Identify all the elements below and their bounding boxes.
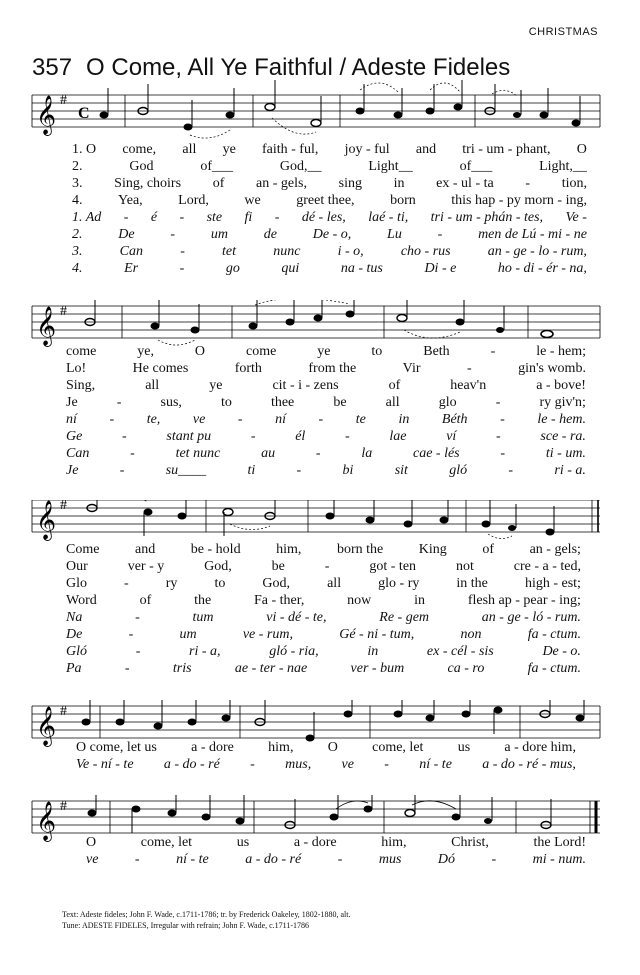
lyric-syllable: -	[237, 412, 243, 427]
lyric-syllable: Vir	[402, 361, 421, 376]
section-label: CHRISTMAS	[528, 26, 598, 38]
lyric-syllable: ry	[165, 576, 178, 591]
lyric-syllable: -	[496, 429, 501, 444]
lyric-syllable: in	[393, 176, 405, 191]
hymn-title: O Come, All Ye Faithful / Adeste Fideles	[86, 54, 511, 81]
lyric-syllable: laé - ti,	[368, 210, 409, 225]
lyric-syllable: ve	[86, 852, 99, 867]
lyric-line	[72, 259, 587, 276]
lyric-syllable: mus,	[285, 757, 312, 772]
lyric-syllable: te	[355, 412, 366, 427]
lyric-syllable: -	[130, 446, 135, 461]
lyric-syllable: ri - a,	[189, 644, 221, 659]
lyric-line	[66, 574, 581, 591]
lyric-syllable: ca - ro	[447, 661, 485, 676]
lyric-syllable: -	[384, 757, 389, 772]
lyric-syllable: He comes	[132, 361, 189, 376]
lyric-line	[72, 140, 587, 157]
lyric-syllable: qui	[281, 261, 300, 276]
lyric-syllable: Glo	[66, 576, 87, 591]
lyric-syllable: -	[250, 757, 255, 772]
lyric-syllable: bi	[342, 463, 354, 478]
lyric-syllable: sing	[338, 176, 362, 191]
footer-credits	[62, 910, 350, 930]
svg-text:𝄞: 𝄞	[36, 803, 57, 840]
lyric-syllable: this hap - py morn - ing,	[451, 193, 587, 208]
lyric-syllable: Word	[66, 593, 97, 608]
lyric-syllable: ve	[341, 757, 354, 772]
lyric-syllable: cho - rus	[400, 244, 451, 259]
lyric-syllable: O	[327, 740, 338, 755]
lyric-syllable: thee	[270, 395, 295, 410]
lyric-line	[66, 591, 581, 608]
lyric-syllable: in	[414, 593, 425, 608]
lyric-syllable: a - bove!	[536, 378, 586, 393]
lyric-syllable: to	[371, 344, 383, 359]
lyric-line	[72, 191, 587, 208]
lyric-syllable: come	[66, 344, 97, 359]
lyric-syllable: -	[490, 344, 496, 359]
lyric-syllable: na - tus	[340, 261, 383, 276]
lyric-syllable: Fa - ther,	[253, 593, 305, 608]
lyric-syllable: um	[179, 627, 197, 642]
lyric-syllable: gin's womb.	[518, 361, 586, 376]
lyric-syllable: -	[135, 644, 141, 659]
svg-text:C: C	[78, 105, 90, 122]
lyric-syllable: Sing, choirs	[114, 176, 182, 191]
lyric-syllable: cit - i - zens	[272, 378, 339, 393]
lyric-syllable: ve - rum,	[242, 627, 293, 642]
lyric-syllable: su____	[165, 463, 207, 478]
hymn-number: 357	[32, 54, 73, 81]
lyric-syllable: 2.	[72, 159, 83, 174]
lyric-line	[72, 208, 587, 225]
lyric-syllable: cre - a - ted,	[513, 559, 581, 574]
lyric-syllable: a - dore him,	[504, 740, 576, 755]
verse-lines-system-3	[66, 540, 581, 676]
lyric-syllable: ste	[206, 210, 223, 225]
lyric-syllable: God,	[204, 559, 232, 574]
lyric-syllable: Can	[119, 244, 144, 259]
lyric-syllable: a - dore	[293, 835, 337, 850]
lyric-syllable: O	[86, 835, 97, 850]
lyric-line	[66, 342, 586, 359]
lyric-syllable: tet nunc	[175, 446, 221, 461]
lyric-line	[66, 608, 581, 625]
lyric-syllable: an - gels;	[529, 542, 581, 557]
svg-text:#: #	[60, 799, 67, 814]
lyric-syllable: -	[124, 661, 130, 676]
lyric-syllable: in the	[456, 576, 488, 591]
lyric-syllable: Ge	[66, 429, 83, 444]
lyric-syllable: -	[495, 395, 501, 410]
lyric-line	[72, 225, 587, 242]
lyric-syllable: God,	[262, 576, 291, 591]
lyric-syllable: sus,	[160, 395, 182, 410]
lyric-syllable: high - est;	[524, 576, 581, 591]
lyric-syllable: Lord,	[178, 193, 209, 208]
lyric-syllable: ní - te	[176, 852, 209, 867]
lyric-syllable: Na	[66, 610, 83, 625]
lyric-syllable: a - do - ré	[163, 757, 220, 772]
lyric-syllable: ví	[446, 429, 457, 444]
lyric-syllable: -	[128, 627, 134, 642]
lyric-syllable: fi	[244, 210, 253, 225]
lyric-syllable: ri - a.	[554, 463, 586, 478]
lyric-syllable: faith - ful,	[261, 142, 319, 157]
svg-text:𝄞: 𝄞	[36, 308, 57, 345]
verse-lines-system-2	[66, 342, 586, 478]
svg-text:𝄞: 𝄞	[36, 502, 57, 539]
lyric-syllable: -	[315, 446, 321, 461]
lyric-syllable: a - dore	[191, 740, 234, 755]
lyric-syllable: ex - ul - ta	[436, 176, 494, 191]
lyric-syllable: le - hem.	[537, 412, 586, 427]
lyric-syllable: -	[135, 610, 140, 625]
lyric-line	[66, 642, 581, 659]
lyric-syllable: -	[122, 429, 127, 444]
lyric-syllable: ae - ter - nae	[234, 661, 308, 676]
lyric-syllable: -	[119, 463, 125, 478]
lyric-line	[66, 359, 586, 376]
lyric-syllable: God	[129, 159, 154, 174]
lyric-syllable: ní	[275, 412, 286, 427]
lyric-syllable: be	[271, 559, 285, 574]
lyric-line	[66, 393, 586, 410]
lyric-syllable: Lu	[387, 227, 402, 242]
lyric-syllable: De - o.	[542, 644, 581, 659]
lyric-syllable: now	[347, 593, 372, 608]
lyric-syllable: O	[576, 142, 587, 157]
lyric-syllable: in	[367, 644, 379, 659]
text-credit: Text: Adeste fideles; John F. Wade, c.1711-1786; tr. by Frederick Oakeley, 1802-1880, alt.	[62, 910, 351, 919]
lyric-syllable: come,	[122, 142, 157, 157]
lyric-syllable: nunc	[273, 244, 301, 259]
lyric-syllable: De	[118, 227, 135, 242]
verse-lines-system-1	[72, 140, 587, 276]
lyric-syllable: -	[491, 852, 497, 867]
staff-1	[0, 0, 640, 160]
lyric-syllable: come, let	[372, 740, 424, 755]
lyric-syllable: ry giv'n;	[539, 395, 586, 410]
lyric-syllable: the Lord!	[533, 835, 586, 850]
lyric-syllable: ver - bum	[350, 661, 405, 676]
lyric-syllable: tet	[222, 244, 237, 259]
lyric-syllable: and	[135, 542, 156, 557]
lyric-syllable: and	[415, 142, 437, 157]
lyric-syllable: Er	[124, 261, 139, 276]
lyric-syllable: ní - te	[419, 757, 452, 772]
lyric-syllable: tum	[192, 610, 214, 625]
lyric-syllable: be - hold	[190, 542, 241, 557]
lyric-syllable: De - o,	[312, 227, 352, 242]
lyric-syllable: De	[66, 627, 83, 642]
lyric-syllable: Light__	[368, 159, 413, 174]
svg-text:#: #	[60, 704, 67, 719]
lyric-syllable: glo - ry	[378, 576, 420, 591]
lyric-syllable: él	[295, 429, 306, 444]
lyric-syllable: not	[455, 559, 474, 574]
lyric-syllable: Béth	[441, 412, 468, 427]
lyric-syllable: Dó	[437, 852, 456, 867]
lyric-syllable: us	[457, 740, 471, 755]
lyric-syllable: of___	[459, 159, 493, 174]
lyric-syllable: all	[327, 576, 342, 591]
lyric-syllable: gló	[449, 463, 468, 478]
lyric-syllable: -	[179, 261, 185, 276]
lyric-syllable: Gé - ni - tum,	[339, 627, 415, 642]
lyric-line	[66, 557, 581, 574]
lyric-line	[72, 157, 587, 174]
lyric-syllable: ve	[192, 412, 206, 427]
lyric-syllable: -	[337, 852, 343, 867]
lyric-syllable: ye,	[137, 344, 154, 359]
lyric-syllable: 3.	[72, 244, 83, 259]
lyric-syllable: tri - um - phán - tes,	[430, 210, 544, 225]
lyric-syllable: Je	[66, 463, 79, 478]
lyric-syllable: Ve -	[565, 210, 587, 225]
lyric-syllable: ti - um.	[545, 446, 586, 461]
lyric-syllable: -	[180, 244, 185, 259]
lyric-syllable: an - ge - ló - rum.	[481, 610, 581, 625]
lyric-syllable: lae	[389, 429, 407, 444]
lyric-syllable: King	[418, 542, 447, 557]
lyric-syllable: Can	[66, 446, 90, 461]
lyric-syllable: ye	[209, 378, 223, 393]
lyric-syllable: to	[214, 576, 226, 591]
lyric-syllable: Pa	[66, 661, 82, 676]
lyric-syllable: -	[123, 210, 129, 225]
lyric-syllable: Gló	[66, 644, 87, 659]
lyric-syllable: mi - num.	[532, 852, 586, 867]
lyric-syllable: -	[109, 412, 115, 427]
lyric-syllable: got - ten	[369, 559, 417, 574]
lyric-syllable: joy - ful	[344, 142, 390, 157]
lyric-syllable: -	[500, 412, 505, 427]
lyric-syllable: -	[508, 463, 514, 478]
lyric-line	[66, 659, 581, 676]
lyric-syllable: -	[296, 463, 302, 478]
lyric-line	[72, 174, 587, 191]
lyric-syllable: Lo!	[66, 361, 87, 376]
lyric-syllable: ti	[247, 463, 256, 478]
lyric-syllable: fa - ctum.	[527, 627, 581, 642]
lyric-syllable: 2.	[72, 227, 83, 242]
lyric-syllable: be	[333, 395, 347, 410]
lyric-syllable: stant pu	[166, 429, 212, 444]
lyric-line	[86, 850, 586, 867]
lyric-syllable: 4.	[72, 193, 83, 208]
lyric-syllable: of	[388, 378, 401, 393]
lyric-syllable: all	[145, 378, 160, 393]
lyric-syllable: of___	[200, 159, 234, 174]
lyric-syllable: tri - um - phant,	[462, 142, 551, 157]
svg-text:𝄞: 𝄞	[36, 708, 57, 745]
lyric-syllable: of	[482, 542, 495, 557]
lyric-syllable: men de Lú - mi - ne	[478, 227, 587, 242]
lyric-syllable: of	[212, 176, 225, 191]
lyric-syllable: non	[460, 627, 482, 642]
lyric-syllable: Je	[66, 395, 78, 410]
lyric-syllable: -	[525, 176, 531, 191]
lyric-syllable: um	[210, 227, 228, 242]
lyric-syllable: Come	[66, 542, 100, 557]
lyric-syllable: an - gels,	[256, 176, 307, 191]
lyric-syllable: in	[398, 412, 410, 427]
lyric-syllable: him,	[381, 835, 407, 850]
lyric-syllable: tris	[172, 661, 192, 676]
lyric-syllable: Sing,	[66, 378, 96, 393]
lyric-syllable: glo	[438, 395, 457, 410]
lyric-syllable: ver - y	[127, 559, 165, 574]
lyric-syllable: him,	[268, 740, 294, 755]
lyric-syllable: forth	[234, 361, 262, 376]
lyric-syllable: greet thee,	[296, 193, 355, 208]
lyric-syllable: -	[250, 429, 256, 444]
lyric-syllable: him,	[276, 542, 302, 557]
lyric-syllable: O come, let us	[76, 740, 157, 755]
lyric-syllable: us	[236, 835, 250, 850]
lyric-syllable: heav'n	[450, 378, 487, 393]
lyric-syllable: Beth	[423, 344, 450, 359]
lyric-syllable: -	[345, 429, 350, 444]
lyric-line	[66, 376, 586, 393]
lyric-syllable: tion,	[561, 176, 587, 191]
svg-text:#: #	[60, 500, 67, 513]
lyric-syllable: O	[194, 344, 206, 359]
lyric-syllable: 4.	[72, 261, 83, 276]
lyric-syllable: all	[385, 395, 400, 410]
lyric-syllable: -	[274, 210, 280, 225]
lyric-syllable: Christ,	[451, 835, 489, 850]
lyric-syllable: le - hem;	[536, 344, 586, 359]
lyric-syllable: -	[124, 576, 129, 591]
treble-clef-icon: 𝄞	[36, 97, 57, 134]
lyric-syllable: -	[134, 852, 140, 867]
lyric-line	[76, 755, 576, 772]
lyric-syllable: to	[220, 395, 232, 410]
lyric-syllable: from the	[308, 361, 357, 376]
lyric-line	[66, 427, 586, 444]
lyric-syllable: ye	[222, 142, 236, 157]
lyric-syllable: sce - ra.	[540, 429, 586, 444]
lyric-syllable: -	[324, 559, 330, 574]
lyric-syllable: Di - e	[424, 261, 457, 276]
lyric-syllable: Our	[66, 559, 88, 574]
lyric-syllable: -	[466, 361, 472, 376]
lyric-syllable: Yea,	[118, 193, 143, 208]
lyric-syllable: ní	[66, 412, 77, 427]
lyric-syllable: -	[116, 395, 122, 410]
lyric-syllable: de	[263, 227, 277, 242]
lyric-syllable: -	[170, 227, 176, 242]
lyric-syllable: God,__	[279, 159, 322, 174]
lyric-syllable: we	[244, 193, 261, 208]
lyric-syllable: a - do - ré - mus,	[482, 757, 576, 772]
lyric-syllable: 1. O	[72, 142, 97, 157]
lyric-line	[66, 444, 586, 461]
lyric-syllable: ex - cél - sis	[426, 644, 494, 659]
lyric-syllable: Re - gem	[379, 610, 430, 625]
lyric-syllable: sit	[394, 463, 408, 478]
lyric-syllable: 1. Ad	[72, 210, 102, 225]
lyric-syllable: cae - lés	[412, 446, 460, 461]
lyric-line	[76, 738, 576, 755]
lyric-line	[66, 410, 586, 427]
lyric-syllable: Light,__	[539, 159, 587, 174]
lyric-syllable: the	[194, 593, 212, 608]
lyric-syllable: dé - les,	[301, 210, 346, 225]
lyric-line	[66, 461, 586, 478]
lyric-syllable: ye	[317, 344, 331, 359]
lyric-syllable: an - ge - lo - rum,	[487, 244, 587, 259]
lyric-syllable: -	[437, 227, 443, 242]
lyric-syllable: la	[361, 446, 373, 461]
lyric-syllable: é	[150, 210, 158, 225]
lyric-syllable: fa - ctum.	[527, 661, 581, 676]
lyric-syllable: born the	[336, 542, 384, 557]
lyric-syllable: of	[139, 593, 152, 608]
lyric-syllable: ho - di - ér - na,	[497, 261, 587, 276]
lyric-syllable: come	[245, 344, 277, 359]
svg-text:#: #	[60, 304, 67, 319]
lyric-syllable: come, let	[140, 835, 193, 850]
lyric-syllable: vi - dé - te,	[266, 610, 327, 625]
lyric-syllable: au	[261, 446, 276, 461]
lyric-syllable: mus	[378, 852, 402, 867]
lyric-syllable: gló - ria,	[269, 644, 319, 659]
lyric-syllable: all	[182, 142, 197, 157]
refrain-lines-system-5	[86, 833, 586, 867]
lyric-syllable: te,	[146, 412, 161, 427]
lyric-syllable: Ve - ní - te	[76, 757, 134, 772]
lyric-line	[66, 625, 581, 642]
lyric-syllable: flesh ap - pear - ing;	[467, 593, 581, 608]
lyric-syllable: -	[500, 446, 506, 461]
lyric-syllable: -	[318, 412, 324, 427]
lyric-syllable: born	[390, 193, 416, 208]
refrain-lines-system-4	[76, 738, 576, 772]
lyric-syllable: -	[179, 210, 185, 225]
lyric-line	[66, 540, 581, 557]
lyric-syllable: i - o,	[337, 244, 364, 259]
lyric-line	[86, 833, 586, 850]
lyric-syllable: a - do - ré	[245, 852, 302, 867]
tune-credit: Tune: ADESTE FIDELES, Irregular with refrain; John F. Wade, c.1711-1786	[62, 921, 310, 930]
lyric-syllable: go	[225, 261, 240, 276]
svg-text:#: #	[60, 93, 67, 108]
lyric-syllable: 3.	[72, 176, 83, 191]
lyric-line	[72, 242, 587, 259]
